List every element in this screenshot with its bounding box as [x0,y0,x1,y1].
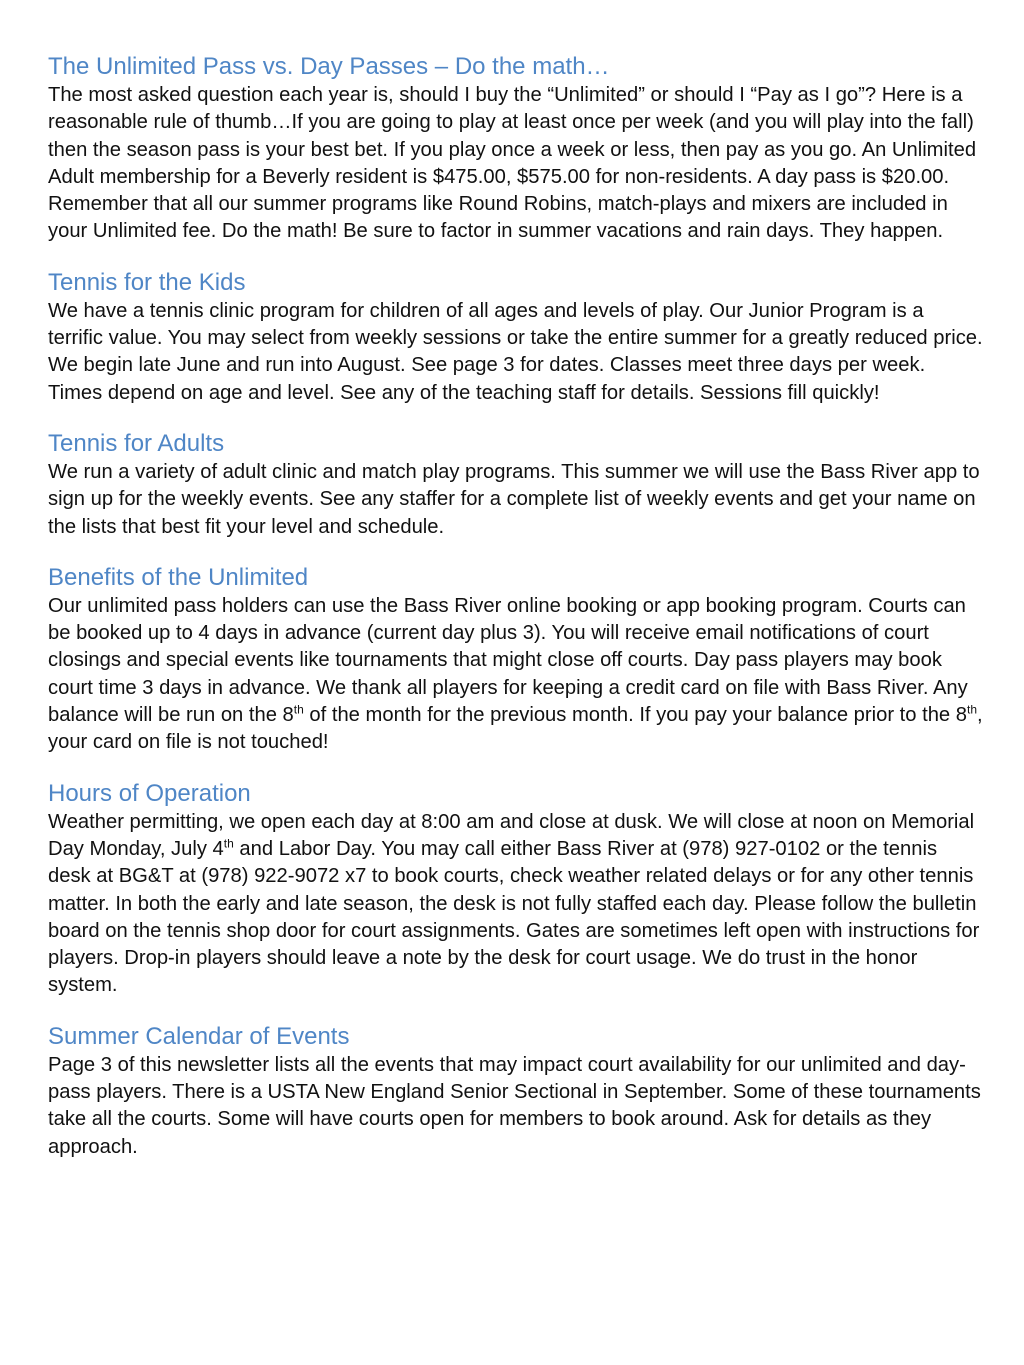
section-body: We run a variety of adult clinic and match play programs. This summer we will use the Bass River app to sign up for the weekly events. See any staffer for a complete list of weekly events and get your name on the lists that best fit your level and schedule. [48,460,980,538]
section-body [48,809,984,1000]
body-text: , your card on file is not touched! [48,704,983,754]
section-heading: Hours of Operation [48,779,251,807]
section-summer-calendar [48,1022,984,1161]
section-heading: Tennis for the Kids [48,268,246,296]
body-text: Our unlimited pass holders can use the Bass River online booking or app booking program. Courts can be booked up to 4 days in advance (current day plus 3). You will receive email notifications of court closings and special events like tournaments that might close off courts. Day pass players may book court time 3 days in advance. We thank all players for keeping a credit card on file with Bass River. Any balance will be run on the 8 [48,594,968,727]
section-heading: Tennis for Adults [48,429,225,457]
body-text: of the month for the previous month. If you pay your balance prior to the 8 [303,704,967,727]
section-body: We have a tennis clinic program for children of all ages and levels of play. Our Junior Program is a terrific value. You may select from weekly sessions or take the entire summer for a greatly reduced price. We begin late June and run into August. See page 3 for dates. Classes meet three days per week. Times depend on age and level. See any of the teaching staff for details. Sessions fill quickly! [48,299,983,404]
section-benefits-unlimited [48,563,984,757]
section-heading: Summer Calendar of Events [48,1022,350,1050]
body-text: and Labor Day. You may call either Bass River at (978) 927-0102 or the tennis desk at BG&T at (978) 922-9072 x7 to book courts, check weather related delays or for any other tennis matter. In both the early and late season, the desk is not fully staffed each day. Please follow the bulletin board on the tennis shop door for court assignments. Gates are sometimes left open with instructions for players. Drop-in players should leave a note by the desk for court usage. We do trust in the honor system. [48,837,980,997]
body-text: Weather permitting, we open each day at 8:00 am and close at dusk. We will close at noon on Memorial Day Monday, July 4 [48,810,975,860]
ordinal-suffix: th [967,702,978,717]
section-tennis-adults [48,429,984,541]
section-heading: The Unlimited Pass vs. Day Passes – Do the math… [48,53,610,80]
section-unlimited-vs-day [48,52,984,246]
ordinal-suffix: th [223,836,234,851]
ordinal-suffix: th [293,702,304,717]
section-body: The most asked question each year is, should I buy the “Unlimited” or should I “Pay as I go”? Here is a reasonable rule of thumb…If you are going to play at least once per week (and you will play into the fall) then the season pass is your best bet. If you play once a week or less, then pay as you go. An Unlimited Adult membership for a Beverly resident is $475.00, $575.00 for non-residents. A day pass is $20.00. Remember that all our summer programs like Round Robins, match-plays and mixers are included in your Unlimited fee. Do the math! Be sure to factor in summer vacations and rain days. They happen. [48,84,977,243]
section-tennis-kids [48,268,984,407]
section-hours-operation [48,779,984,1000]
section-body: Page 3 of this newsletter lists all the events that may impact court availability for our unlimited and day-pass players. There is a USTA New England Senior Sectional in September. Some of these tournaments take all the courts. Some will have courts open for members to book around. Ask for details as they approach. [48,1053,981,1158]
section-body [48,593,984,757]
section-heading: Benefits of the Unlimited [48,563,309,591]
newsletter-page [48,52,984,1183]
